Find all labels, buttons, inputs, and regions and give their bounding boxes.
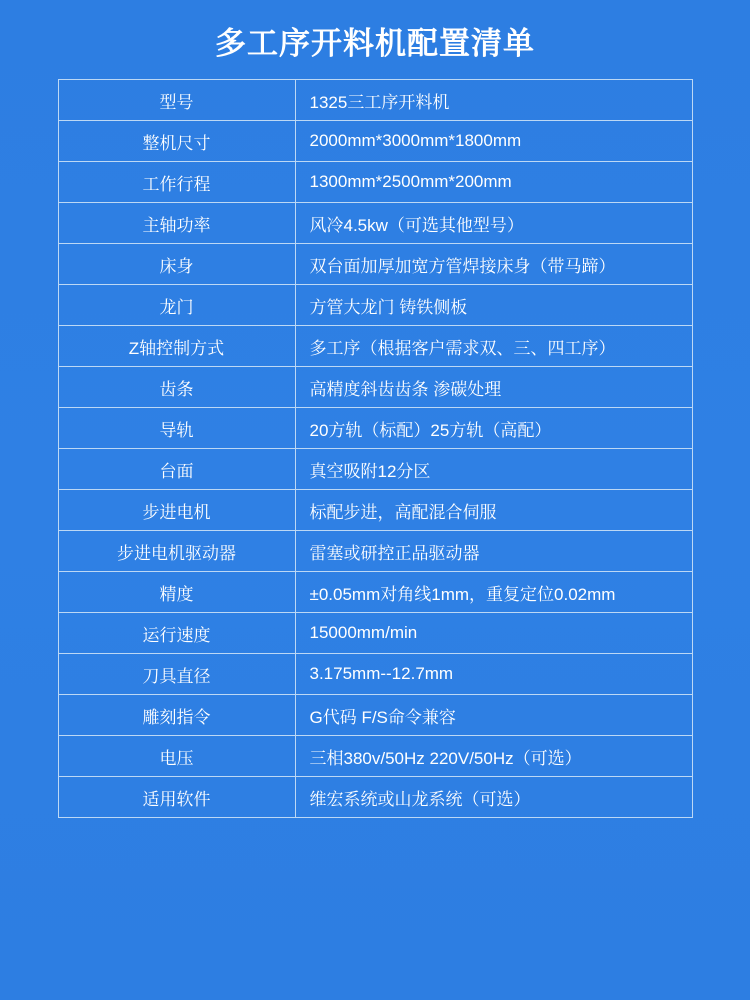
row-label: 精度 xyxy=(58,572,295,613)
row-value: 多工序（根据客户需求双、三、四工序） xyxy=(295,326,692,367)
row-value: ±0.05mm对角线1mm，重复定位0.02mm xyxy=(295,572,692,613)
row-value: 标配步进，高配混合伺服 xyxy=(295,490,692,531)
table-row xyxy=(58,490,692,531)
table-row xyxy=(58,285,692,326)
row-value: 1300mm*2500mm*200mm xyxy=(295,162,692,203)
row-label: 运行速度 xyxy=(58,613,295,654)
row-label: Z轴控制方式 xyxy=(58,326,295,367)
table-row xyxy=(58,203,692,244)
row-label: 工作行程 xyxy=(58,162,295,203)
row-value: 三相380v/50Hz 220V/50Hz（可选） xyxy=(295,736,692,777)
table-body xyxy=(58,80,692,818)
row-label: 电压 xyxy=(58,736,295,777)
table-row xyxy=(58,572,692,613)
row-label: 床身 xyxy=(58,244,295,285)
row-label: 步进电机驱动器 xyxy=(58,531,295,572)
row-label: 雕刻指令 xyxy=(58,695,295,736)
table-row xyxy=(58,695,692,736)
specification-table xyxy=(58,79,693,818)
row-label: 步进电机 xyxy=(58,490,295,531)
row-label: 适用软件 xyxy=(58,777,295,818)
table-row xyxy=(58,777,692,818)
row-value: 15000mm/min xyxy=(295,613,692,654)
table-row xyxy=(58,613,692,654)
row-value: 真空吸附12分区 xyxy=(295,449,692,490)
table-row xyxy=(58,80,692,121)
row-value: G代码 F/S命令兼容 xyxy=(295,695,692,736)
row-label: 导轨 xyxy=(58,408,295,449)
row-value: 1325三工序开料机 xyxy=(295,80,692,121)
row-label: 型号 xyxy=(58,80,295,121)
table-row xyxy=(58,244,692,285)
table-row xyxy=(58,654,692,695)
row-label: 刀具直径 xyxy=(58,654,295,695)
table-row xyxy=(58,531,692,572)
row-value: 维宏系统或山龙系统（可选） xyxy=(295,777,692,818)
table-row xyxy=(58,408,692,449)
row-value: 双台面加厚加宽方管焊接床身（带马蹄） xyxy=(295,244,692,285)
table-row xyxy=(58,449,692,490)
row-value: 高精度斜齿齿条 渗碳处理 xyxy=(295,367,692,408)
row-value: 方管大龙门 铸铁侧板 xyxy=(295,285,692,326)
table-row xyxy=(58,736,692,777)
row-label: 主轴功率 xyxy=(58,203,295,244)
row-value: 20方轨（标配）25方轨（高配） xyxy=(295,408,692,449)
table-row xyxy=(58,162,692,203)
page-title: 多工序开料机配置清单 xyxy=(215,26,535,61)
table-row xyxy=(58,367,692,408)
row-label: 齿条 xyxy=(58,367,295,408)
row-value: 风冷4.5kw（可选其他型号） xyxy=(295,203,692,244)
row-label: 台面 xyxy=(58,449,295,490)
row-label: 龙门 xyxy=(58,285,295,326)
row-value: 3.175mm--12.7mm xyxy=(295,654,692,695)
row-value: 雷塞或研控正品驱动器 xyxy=(295,531,692,572)
table-row xyxy=(58,121,692,162)
row-label: 整机尺寸 xyxy=(58,121,295,162)
row-value: 2000mm*3000mm*1800mm xyxy=(295,121,692,162)
table-row xyxy=(58,326,692,367)
